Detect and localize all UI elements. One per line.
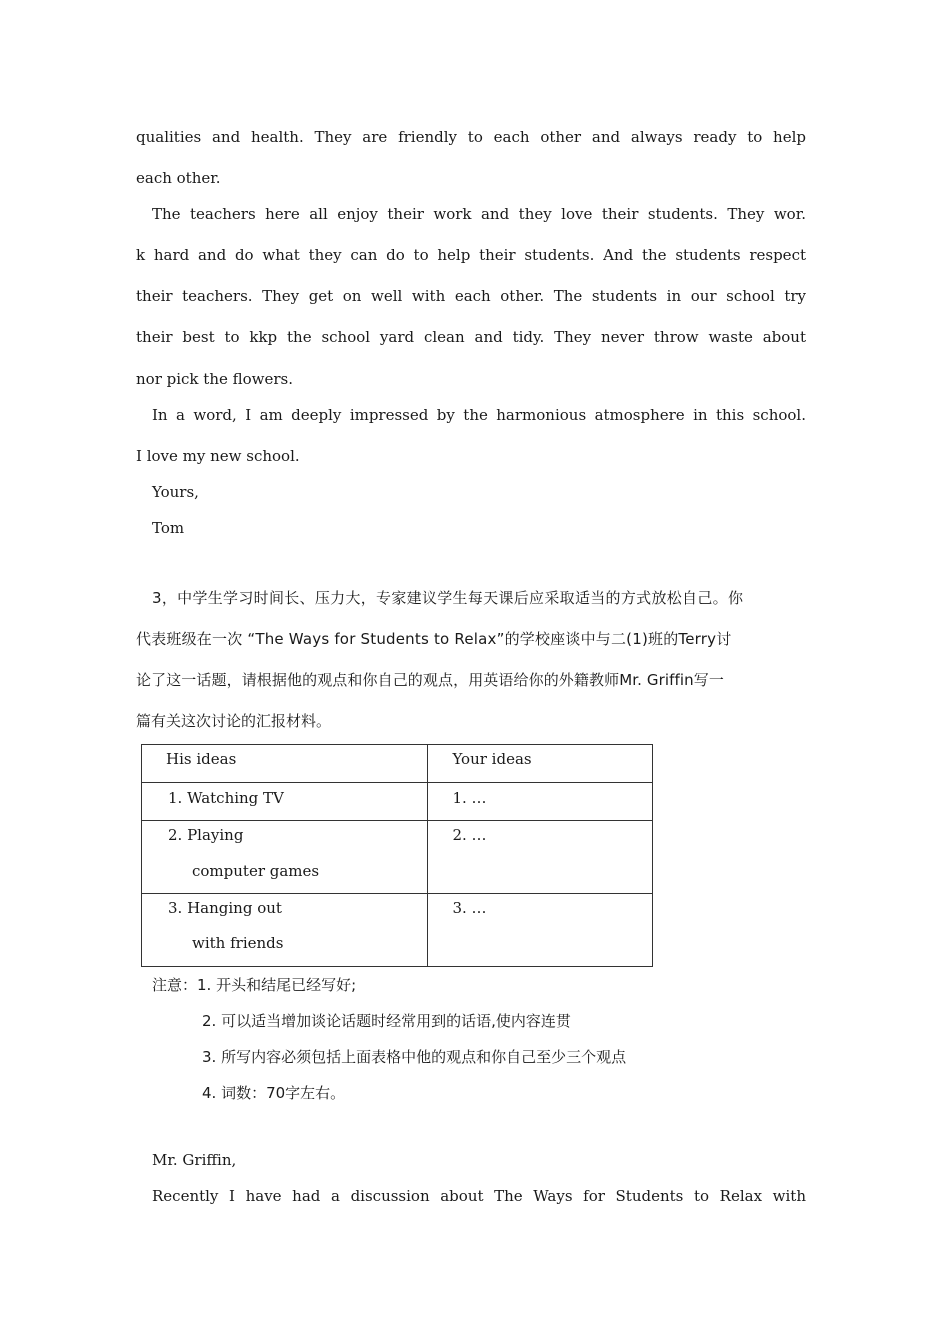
letter-closing: Yours, — [152, 483, 199, 501]
header-his-ideas: His ideas — [166, 750, 237, 768]
letter-line: nor pick the flowers. — [136, 370, 294, 388]
task-line: 论了这一话题，请根据他的观点和你自己的观点，用英语给你的外籍教师Mr. Griffin写一 — [136, 671, 724, 689]
letter-line: I love my new school. — [136, 447, 300, 465]
his-idea-continued: with friends — [192, 934, 284, 952]
letter-signature: Tom — [152, 519, 185, 537]
task-line: 篇有关这次讨论的汇报材料。 — [136, 712, 332, 730]
task-line: 代表班级在一次 “The Ways for Students to Relax”的学校座谈中与二(1)班的Terry讨 — [136, 630, 732, 648]
note-line: 3. 所写内容必须包括上面表格中他的观点和你自己至少三个观点 — [202, 1048, 627, 1066]
table-row — [142, 894, 653, 967]
letter-line: each other. — [136, 169, 221, 187]
note-line: 4. 词数：70字左右。 — [202, 1084, 346, 1102]
letter-line: k hard and do what they can do to help their students. And the students respect — [136, 246, 806, 264]
letter-line: Recently I have had a discussion about The Ways for Students to Relax with — [152, 1187, 806, 1205]
letter-line: their best to kkp the school yard clean and tidy. They never throw waste about — [136, 328, 806, 346]
his-idea-continued: computer games — [192, 862, 320, 880]
letter-line: their teachers. They get on well with each other. The students in our school try — [136, 287, 806, 305]
letter-line: qualities and health. They are friendly to each other and always ready to help — [136, 128, 806, 146]
your-idea: 2. … — [452, 826, 487, 844]
his-idea: 3. Hanging out — [168, 899, 282, 917]
your-idea: 1. … — [452, 789, 487, 807]
table-header-row — [142, 745, 653, 783]
table-row — [142, 783, 653, 821]
ideas-table — [141, 744, 653, 967]
header-your-ideas: Your ideas — [452, 750, 532, 768]
your-idea: 3. … — [452, 899, 487, 917]
letter-line: The teachers here all enjoy their work and they love their students. They wor. — [152, 205, 806, 223]
note-line: 2. 可以适当增加谈论话题时经常用到的话语,使内容连贯 — [202, 1012, 571, 1030]
letter-salutation: Mr. Griffin, — [152, 1151, 237, 1169]
his-idea: 2. Playing — [168, 826, 244, 844]
letter-line: In a word, I am deeply impressed by the harmonious atmosphere in this school. — [152, 406, 806, 424]
task-line: 3，中学生学习时间长、压力大，专家建议学生每天课后应采取适当的方式放松自己。你 — [152, 589, 744, 607]
note-line: 注意：1. 开头和结尾已经写好; — [152, 976, 357, 994]
table-row — [142, 821, 653, 894]
his-idea: 1. Watching TV — [168, 789, 284, 807]
